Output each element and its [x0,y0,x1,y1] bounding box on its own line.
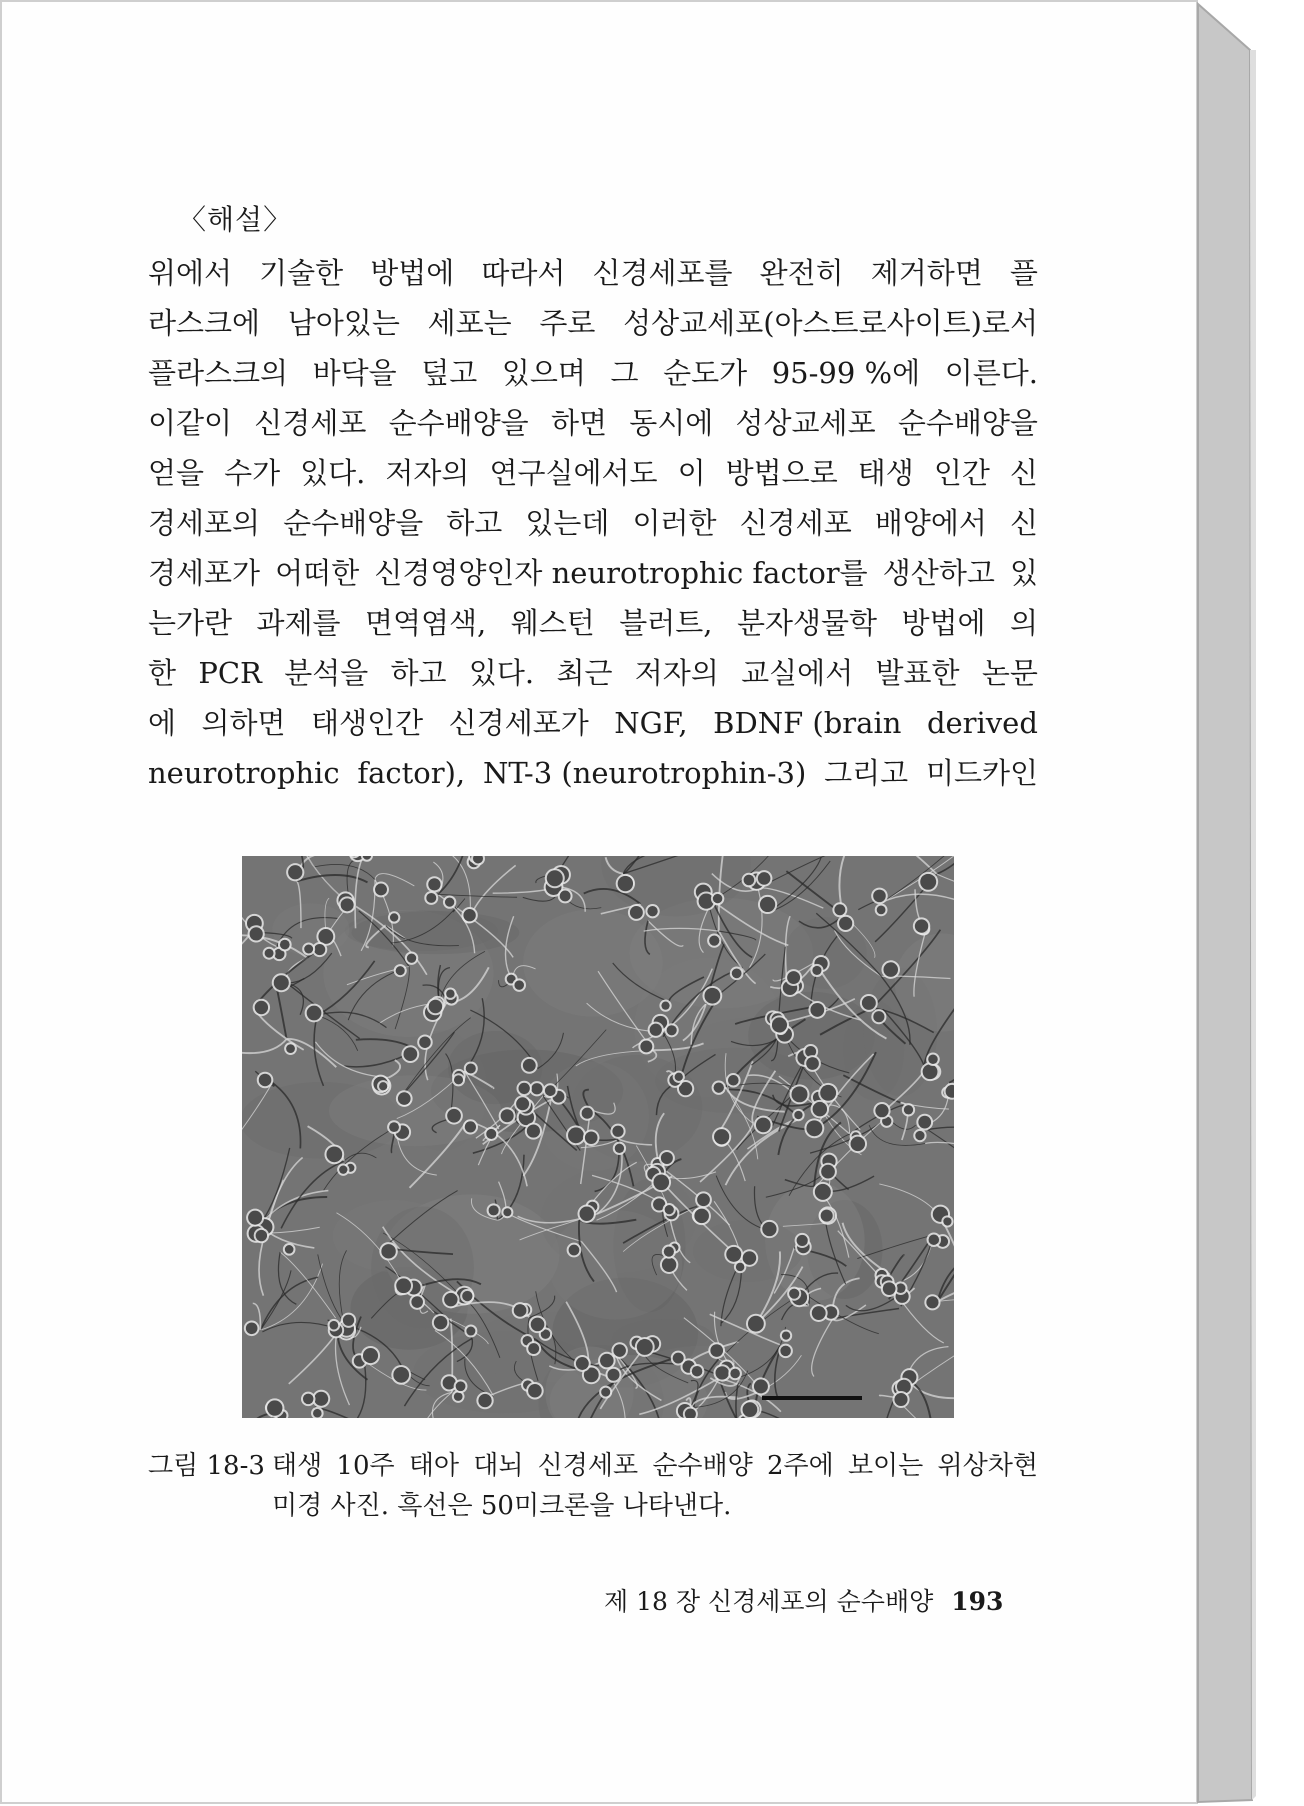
text-word: 면역염색, [365,606,487,640]
text-word: 경세포의 [148,506,261,540]
text-word: 이른다. [944,356,1038,390]
micrograph-image [242,856,954,1418]
text-word: 순수배양을 [388,406,529,440]
text-word: 연구실에서도 [489,456,658,490]
text-word: 미드카인 [925,756,1038,790]
text-word: 완전히 [759,256,844,290]
text-word: 바닥을 [312,356,397,390]
text-word: 순수배양을 [283,506,424,540]
text-word: NT-3 (neurotrophin-3) [482,756,807,790]
text-word: 하면 [550,406,607,440]
text-word: 과제를 [256,606,341,640]
text-word: 성상교세포 [735,406,876,440]
text-word: 순수배양을 [897,406,1038,440]
text-word: 태생 [857,456,914,490]
text-word: factor), [357,756,466,790]
caption-line-1 [272,1446,1038,1486]
text-word: 이같이 [148,406,233,440]
text-word: 웨스턴 [510,606,595,640]
text-word: 있 [1009,556,1038,590]
text-word: 논문 [981,656,1038,690]
text-word: 이 [677,456,706,490]
text-word: derived [926,706,1038,740]
text-word: 제거하면 [870,256,983,290]
running-footer [604,1582,1003,1618]
caption-word: 보이는 [847,1451,924,1481]
text-word: 블러트, [619,606,713,640]
caption-word: 신경세포 [537,1451,639,1481]
caption-word: 2주에 [766,1451,834,1481]
chapter-title: 제 18 장 신경세포의 순수배양 [604,1587,934,1616]
text-line [148,398,1038,448]
text-word: 있다. [300,456,366,490]
text-word: 남아있는 [287,306,400,340]
text-word: 인간 [933,456,990,490]
text-line [148,748,1038,798]
text-word: 얻을 [148,456,205,490]
caption-word: 대뇌 [473,1451,524,1481]
text-word: 따라서 [481,256,566,290]
text-word: 기술한 [259,256,344,290]
figure-caption [148,1446,1038,1526]
text-word: 하고 [446,506,503,540]
text-word: 분자생물학 [736,606,878,640]
text-word: 생산하고 [882,556,995,590]
text-line [148,248,1038,298]
text-word: 방법에 [901,606,986,640]
text-word: 경세포가 [148,556,261,590]
text-word: PCR [198,656,262,690]
caption-word: 순수배양 [652,1451,753,1481]
text-line [148,348,1038,398]
text-word: 그리고 [824,756,909,790]
text-line [148,448,1038,498]
text-word: 있는데 [525,506,610,540]
text-word: BDNF (brain [713,706,902,740]
text-word: 방법에 [370,256,455,290]
text-word: 태생인간 [311,706,424,740]
text-word: 95-99 %에 [771,356,921,390]
text-word: 수가 [224,456,281,490]
text-line [148,648,1038,698]
text-word: 세포는 [427,306,512,340]
text-word: 덮고 [421,356,478,390]
text-word: 신 [1009,456,1038,490]
text-word: 배양에서 [874,506,987,540]
text-word: 방법으로 [725,456,838,490]
text-word: 신경세포를 [592,256,733,290]
micrograph-figure [242,856,954,1418]
text-word: 하고 [390,656,447,690]
text-word: neurotrophic [148,756,340,790]
caption-word: 위상차현 [937,1451,1038,1481]
text-word: 그 [610,356,639,390]
text-word: 위에서 [148,256,233,290]
text-word: 의 [1009,606,1038,640]
text-word: NGF, [614,706,688,740]
text-line [148,498,1038,548]
caption-word: 태아 [408,1451,460,1481]
text-word: 발표한 [875,656,960,690]
text-line [148,298,1038,348]
text-word: 주로 [539,306,596,340]
caption-label: 그림 18-3 [148,1451,265,1481]
page-number: 193 [951,1587,1004,1616]
text-word: 동시에 [629,406,714,440]
scale-bar [762,1396,862,1400]
text-word: 저자의 [385,456,470,490]
text-word: 어떠한 [275,556,360,590]
caption-word: 10주 [336,1451,395,1481]
text-word: 분석을 [284,656,369,690]
text-line [148,698,1038,748]
text-word: 의하면 [201,706,286,740]
caption-word: 태생 [272,1451,323,1481]
caption-line-2: 미경 사진. 흑선은 50미크론을 나타낸다. [272,1491,732,1521]
text-word: 는가란 [148,606,233,640]
text-word: 신경세포 [739,506,852,540]
book-spine [1190,0,1300,1806]
text-word: 교실에서 [741,656,854,690]
text-word: 신 [1009,506,1038,540]
text-word: 저자의 [634,656,719,690]
text-word: 에 [148,706,177,740]
text-word: 있다. [468,656,535,690]
text-line [148,598,1038,648]
text-word: 순도가 [663,356,748,390]
text-word: 성상교세포(아스트로사이트)로서 [623,306,1038,340]
text-word: 플라스크의 [148,356,289,390]
text-word: 신경세포 [254,406,367,440]
text-word: 신경세포가 [448,706,589,740]
text-word: 최근 [556,656,613,690]
text-word: 한 [148,656,177,690]
section-heading: 〈해설〉 [178,203,293,236]
text-word: 이러한 [632,506,717,540]
text-word: 있으며 [501,356,586,390]
text-line [148,548,1038,598]
text-word: 라스크에 [148,306,261,340]
body-paragraph [148,248,1038,798]
text-word: 신경영양인자 neurotrophic factor를 [374,556,868,590]
text-word: 플 [1009,256,1038,290]
